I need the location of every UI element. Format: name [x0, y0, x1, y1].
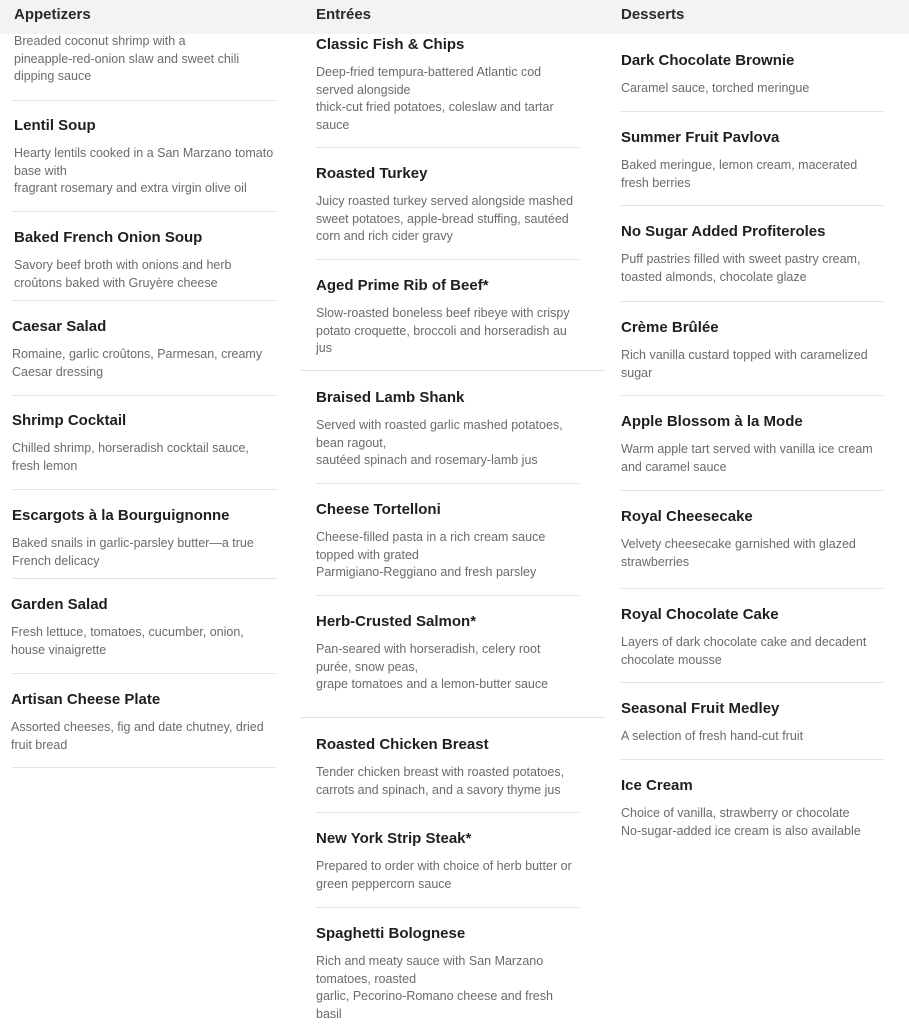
menu-item: [14, 33, 284, 86]
appetizers-title: Appetizers: [14, 6, 91, 23]
divider: [12, 211, 277, 212]
menu-item: [12, 507, 287, 570]
menu-item: [316, 389, 596, 470]
item-name: Ice Cream: [621, 777, 693, 794]
divider: [12, 100, 277, 101]
menu-item: [14, 229, 289, 292]
item-description: Puff pastries filled with sweet pastry cream, toasted almonds, chocolate glaze: [621, 252, 861, 284]
item-name: Apple Blossom à la Mode: [621, 413, 803, 430]
item-description: Romaine, garlic croûtons, Parmesan, creamy Caesar dressing: [12, 347, 263, 379]
divider: [12, 767, 275, 768]
item-description: Rich and meaty sauce with San Marzano tomatoes, roasted garlic, Pecorino-Romano cheese and fresh basil: [316, 954, 553, 1021]
menu-item: [12, 412, 287, 475]
divider: [621, 490, 883, 491]
item-name: Garden Salad: [11, 596, 108, 613]
menu-item: [621, 129, 901, 192]
divider: [12, 578, 277, 579]
item-description: Velvety cheesecake garnished with glazed strawberries: [621, 537, 856, 569]
entrees-title: Entrées: [316, 6, 372, 23]
divider: [316, 907, 579, 908]
entrees-header: [300, 0, 605, 34]
item-name: Classic Fish & Chips: [316, 36, 465, 53]
item-description: Pan-seared with horseradish, celery root purée, snow peas, grape tomatoes and a lemon-butter sauce: [316, 642, 549, 692]
divider: [12, 489, 277, 490]
item-name: Shrimp Cocktail: [12, 412, 127, 429]
item-description: Caramel sauce, torched meringue: [621, 81, 810, 95]
item-description: Savory beef broth with onions and herb croûtons baked with Gruyère cheese: [14, 258, 232, 290]
divider: [621, 588, 883, 589]
menu-item: [11, 596, 286, 659]
item-name: Aged Prime Rib of Beef*: [316, 277, 489, 294]
item-name: Caesar Salad: [12, 318, 107, 335]
item-description: Rich vanilla custard topped with caramelized sugar: [621, 348, 868, 380]
item-description: Choice of vanilla, strawberry or chocolate No-sugar-added ice cream is also available: [621, 806, 861, 838]
divider: [316, 259, 579, 260]
item-description: Layers of dark chocolate cake and decadent chocolate mousse: [621, 635, 867, 667]
menu-item: [12, 318, 287, 381]
item-name: Seasonal Fruit Medley: [621, 700, 780, 717]
divider: [12, 300, 277, 301]
menu-item: [621, 413, 906, 476]
divider: [621, 111, 883, 112]
divider: [300, 370, 605, 371]
item-description: Prepared to order with choice of herb butter or green peppercorn sauce: [316, 859, 572, 891]
item-name: Crème Brûlée: [621, 319, 719, 336]
divider: [621, 205, 883, 206]
divider: [316, 147, 579, 148]
item-description: Baked meringue, lemon cream, macerated fresh berries: [621, 158, 858, 190]
menu-item: [316, 501, 596, 582]
menu-item: [621, 319, 901, 382]
item-name: Summer Fruit Pavlova: [621, 129, 780, 146]
divider: [300, 717, 605, 718]
item-name: Spaghetti Bolognese: [316, 925, 466, 942]
item-description: Chilled shrimp, horseradish cocktail sauce, fresh lemon: [12, 441, 249, 473]
item-description: Breaded coconut shrimp with a pineapple-red-onion slaw and sweet chili dipping sauce: [14, 34, 240, 84]
item-name: Royal Cheesecake: [621, 508, 753, 525]
menu-item: [316, 36, 591, 134]
item-name: Lentil Soup: [14, 117, 96, 134]
item-name: Artisan Cheese Plate: [11, 691, 161, 708]
menu-item: [14, 117, 289, 198]
menu-item: [316, 165, 596, 246]
item-description: Cheese-filled pasta in a rich cream sauce topped with grated Parmigiano-Reggiano and fresh parsley: [316, 530, 546, 580]
item-description: Warm apple tart served with vanilla ice cream and caramel sauce: [621, 442, 873, 474]
menu-item: [621, 777, 906, 840]
appetizers-header: [0, 0, 300, 34]
menu-item: [621, 700, 901, 746]
item-name: Royal Chocolate Cake: [621, 606, 779, 623]
item-name: No Sugar Added Profiteroles: [621, 223, 826, 240]
item-name: Roasted Turkey: [316, 165, 428, 182]
divider: [316, 483, 579, 484]
menu-item: [621, 223, 901, 286]
item-description: A selection of fresh hand-cut fruit: [621, 729, 804, 743]
divider: [621, 759, 883, 760]
item-description: Deep-fried tempura-battered Atlantic cod served alongside thick-cut fried potatoes, coleslaw and tartar sauce: [316, 65, 554, 132]
menu-item: [621, 52, 901, 98]
divider: [316, 595, 579, 596]
item-description: Fresh lettuce, tomatoes, cucumber, onion, house vinaigrette: [11, 625, 244, 657]
item-description: Juicy roasted turkey served alongside mashed sweet potatoes, apple-bread stuffing, sautéed corn and rich cider gravy: [316, 194, 574, 244]
menu-item: [316, 830, 601, 893]
divider: [316, 812, 579, 813]
divider: [621, 301, 883, 302]
item-name: New York Strip Steak*: [316, 830, 472, 847]
item-description: Baked snails in garlic-parsley butter—a true French delicacy: [12, 536, 254, 568]
menu-item: [621, 508, 901, 571]
desserts-header: [605, 0, 909, 34]
item-description: Slow-roasted boneless beef ribeye with crispy potato croquette, broccoli and horseradish au jus: [316, 306, 570, 356]
item-name: Escargots à la Bourguignonne: [12, 507, 230, 524]
item-name: Baked French Onion Soup: [14, 229, 203, 246]
divider: [12, 673, 275, 674]
divider: [12, 395, 277, 396]
menu-item: [11, 691, 286, 754]
item-description: Assorted cheeses, fig and date chutney, dried fruit bread: [11, 720, 264, 752]
item-name: Dark Chocolate Brownie: [621, 52, 795, 69]
item-description: Tender chicken breast with roasted potatoes, carrots and spinach, and a savory thyme jus: [316, 765, 565, 797]
divider: [621, 682, 883, 683]
menu-item: [316, 277, 596, 358]
item-name: Braised Lamb Shank: [316, 389, 465, 406]
desserts-title: Desserts: [621, 6, 685, 23]
item-description: Served with roasted garlic mashed potatoes, bean ragout, sautéed spinach and rosemary-lamb jus: [316, 418, 563, 468]
item-name: Roasted Chicken Breast: [316, 736, 489, 753]
menu-item: [316, 925, 596, 1023]
item-description: Hearty lentils cooked in a San Marzano tomato base with fragrant rosemary and extra virgin olive oil: [14, 146, 274, 196]
divider: [621, 395, 883, 396]
menu-item: [316, 736, 596, 799]
item-name: Cheese Tortelloni: [316, 501, 441, 518]
item-name: Herb-Crusted Salmon*: [316, 613, 477, 630]
menu-item: [621, 606, 901, 669]
menu-item: [316, 613, 596, 694]
